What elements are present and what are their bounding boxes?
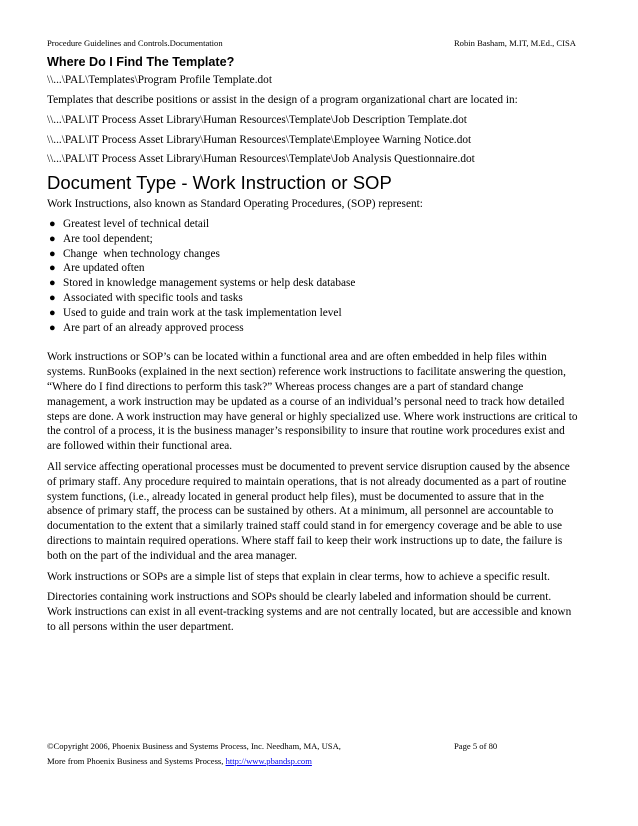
body-paragraph: Work instructions or SOPs are a simple list of steps that explain in clear terms, how to achieve a specific result.: [47, 570, 550, 583]
page-number: Page 5 of 80: [454, 741, 498, 751]
copyright-text: ©Copyright 2006, Phoenix Business and Systems Process, Inc. Needham, MA, USA,: [47, 741, 341, 751]
bullet-icon: ●: [49, 247, 56, 260]
bullet-icon: ●: [49, 277, 56, 290]
list-item: ● Greatest level of technical detail: [49, 218, 210, 230]
template-path: \\...\PAL\Templates\Program Profile Template.dot: [47, 74, 272, 86]
body-paragraph: Directories containing work instructions and SOPs should be clearly labeled and information should be current. Work instructions can exist in all event-tracking systems and are not centrally located, but are accessible and known to all persons within the user department.: [47, 591, 572, 633]
header-left-text: Procedure Guidelines and Controls.Documentation: [47, 38, 223, 48]
body-paragraph: All service affecting operational processes must be documented to prevent service disruption caused by the absence of primary staff. Any procedure required to maintain operations, that is not already documented as a part of routine system functions, (i.e., already located in general product help files), must be documented to assure that in the absence of primary staff, the process can be sustained by others. At a minimum, all personnel are accountable to documentation to the extent that a similarly trained staff could stand in for emergency coverage and be able to use directions to maintain required operations. Where staff fail to keep their work instructions up to date, the failure is both on the part of the individual and the area manager.: [47, 460, 570, 562]
page-footer: [47, 741, 578, 752]
sop-bullet-list: [47, 217, 578, 335]
list-item: ● Are part of an already approved process: [49, 321, 244, 334]
bullet-icon: ●: [49, 306, 56, 319]
bullet-icon: ●: [49, 232, 56, 245]
template-path: \\...\PAL\IT Process Asset Library\Human Resources\Template\Employee Warning Notice.dot: [47, 133, 472, 146]
website-link[interactable]: http://www.pbandsp.com: [225, 756, 312, 766]
body-paragraph: Work instructions or SOP’s can be located within a functional area and are often embedded in help files within systems. RunBooks (explained in the next section) reference work instructions to facilitate answering the question, “Where do I find directions to perform this task?” Whereas process changes are a part of standard change management, a work instruction may be updated as a course of an individual’s personal need to track how detailed steps are done. A work instruction may have general or highly specialized use. Where work instructions are critical to the control of a process, it is the business manager’s responsibility to insure that routine work procedures exist and are followed within their functional area.: [47, 351, 578, 453]
header-author-text: Robin Basham, M.IT, M.Ed., CISA: [453, 38, 576, 48]
list-item: ● Change when technology changes: [49, 247, 220, 260]
list-item: ● Are tool dependent;: [49, 232, 153, 245]
list-item: ● Stored in knowledge management systems or help desk database: [49, 277, 356, 290]
more-from-text: More from Phoenix Business and Systems Process,: [47, 756, 226, 766]
document-type-heading: Document Type - Work Instruction or SOP: [47, 171, 392, 193]
list-item: ● Used to guide and train work at the task implementation level: [49, 306, 342, 319]
bullet-icon: ●: [49, 291, 56, 304]
template-location-heading: Where Do I Find The Template?: [47, 55, 235, 69]
page-header: [47, 38, 576, 49]
list-item: ● Associated with specific tools and tasks: [49, 291, 243, 304]
page-content: [47, 54, 578, 641]
bullet-icon: ●: [49, 262, 56, 275]
footer-more-line: [47, 756, 578, 767]
template-intro-text: Templates that describe positions or assist in the design of a program organizational chart are located in:: [47, 93, 518, 106]
bullet-icon: ●: [49, 218, 56, 230]
template-path: \\...\PAL\IT Process Asset Library\Human Resources\Template\Job Description Template.dot: [47, 114, 467, 126]
list-item: ● Are updated often: [49, 262, 145, 275]
bullet-icon: ●: [49, 321, 56, 334]
template-path: \\...\PAL\IT Process Asset Library\Human Resources\Template\Job Analysis Questionnaire.dot: [47, 153, 475, 165]
work-instructions-intro: Work Instructions, also known as Standard Operating Procedures, (SOP) represent:: [47, 197, 423, 210]
